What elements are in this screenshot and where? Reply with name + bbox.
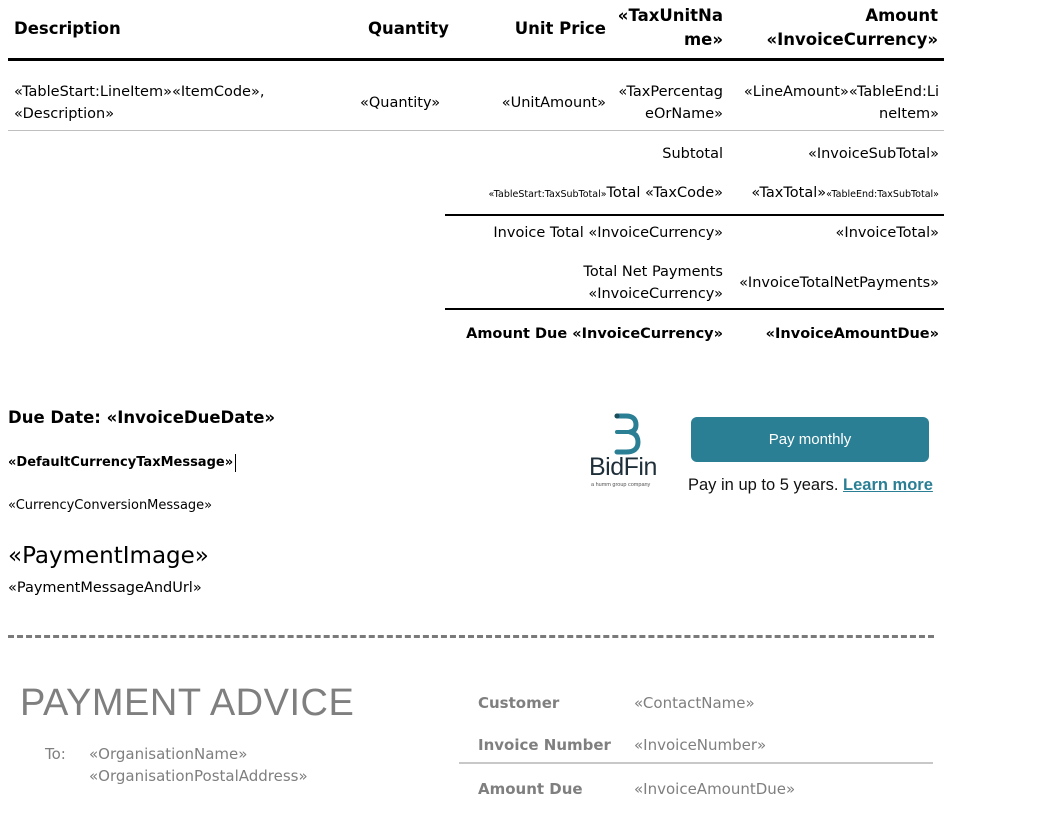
- bidfin-logo-text: BidFin: [589, 453, 657, 481]
- pay-text: Pay in up to 5 years.: [688, 476, 839, 494]
- tax-subtotal-label: [445, 182, 723, 206]
- row-desc-line1: «TableStart:LineItem»«ItemCode»,: [14, 84, 265, 100]
- row-tax-line2: eOrName»: [645, 106, 723, 122]
- header-tax-line1: «TaxUnitNa: [617, 6, 723, 25]
- customer-value: «ContactName»: [634, 694, 755, 712]
- to-label: To:: [45, 745, 66, 763]
- tax-table-start: «TableStart:TaxSubTotal»: [488, 189, 607, 200]
- row-tax-line1: «TaxPercentag: [618, 84, 723, 100]
- subtotal-label: Subtotal: [662, 146, 723, 162]
- tax-message[interactable]: «DefaultCurrencyTaxMessage»: [8, 454, 236, 472]
- totals-rule-2: [445, 308, 944, 310]
- customer-label: Customer: [478, 694, 560, 712]
- net-payments-value: «InvoiceTotalNetPayments»: [739, 275, 939, 291]
- header-tax-line2: me»: [683, 30, 723, 49]
- header-unit-price: Unit Price: [514, 19, 606, 38]
- header-amount-line1: Amount: [865, 6, 938, 25]
- row-unit-amount: «UnitAmount»: [501, 95, 606, 111]
- pay-monthly-button[interactable]: Pay monthly: [691, 417, 929, 462]
- organisation-name: «OrganisationName»: [89, 745, 248, 763]
- net-payments-line2: «InvoiceCurrency»: [588, 286, 723, 302]
- invoice-total-value: «InvoiceTotal»: [835, 225, 939, 241]
- row-tax: [600, 81, 723, 125]
- row-amount-line2: neItem»: [879, 106, 939, 122]
- net-payments-label: [445, 261, 723, 305]
- bidfin-b-icon: [586, 410, 672, 456]
- invoice-number-label: Invoice Number: [478, 736, 611, 754]
- advice-rule: [459, 762, 933, 764]
- header-rule: [8, 58, 944, 61]
- row-desc-line2: «Description»: [14, 106, 115, 122]
- amount-due-label: Amount Due «InvoiceCurrency»: [466, 326, 723, 342]
- invoice-number-value: «InvoiceNumber»: [634, 736, 767, 754]
- due-date: Due Date: «InvoiceDueDate»: [8, 408, 276, 427]
- tax-table-end: «TableEnd:TaxSubTotal»: [826, 189, 939, 200]
- invoice-total-label: Invoice Total «InvoiceCurrency»: [493, 225, 723, 241]
- header-amount-line2: «InvoiceCurrency»: [766, 30, 938, 49]
- conversion-message: «CurrencyConversionMessage»: [8, 498, 213, 513]
- row-description: [14, 81, 264, 125]
- organisation-address: «OrganisationPostalAddress»: [89, 767, 308, 785]
- header-quantity: Quantity: [368, 19, 449, 38]
- header-tax-unit-name: [600, 4, 723, 52]
- subtotal-value: «InvoiceSubTotal»: [807, 146, 939, 162]
- pay-text-line: [688, 476, 933, 495]
- tax-total-value: «TaxTotal»: [751, 185, 827, 201]
- row-rule: [8, 130, 944, 131]
- amount-due-value: «InvoiceAmountDue»: [765, 326, 939, 342]
- advice-amount-due-label: Amount Due: [478, 780, 583, 798]
- header-description: Description: [14, 19, 121, 38]
- tax-total-label: Total «TaxCode»: [606, 185, 723, 201]
- header-amount: [740, 4, 938, 52]
- advice-amount-due-value: «InvoiceAmountDue»: [634, 780, 796, 798]
- cut-line: [8, 635, 934, 638]
- totals-rule-1: [445, 214, 944, 216]
- tax-subtotal-value: [730, 182, 939, 206]
- row-quantity: «Quantity»: [360, 95, 441, 111]
- bidfin-logo: [586, 410, 672, 494]
- payment-advice-title: PAYMENT ADVICE: [20, 682, 355, 724]
- row-amount-line1: «LineAmount»«TableEnd:Li: [743, 84, 939, 100]
- row-amount: [730, 81, 939, 125]
- learn-more-link[interactable]: Learn more: [843, 476, 933, 494]
- bidfin-tagline: a humm group company: [591, 482, 651, 488]
- payment-message: «PaymentMessageAndUrl»: [8, 580, 202, 596]
- net-payments-line1: Total Net Payments: [583, 264, 723, 280]
- payment-image: «PaymentImage»: [8, 543, 209, 569]
